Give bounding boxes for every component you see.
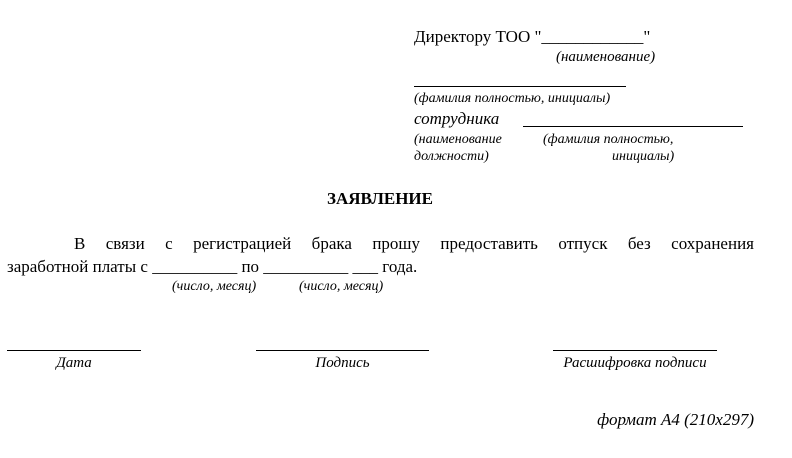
signature-line	[256, 350, 429, 351]
employee-blank	[523, 126, 743, 127]
format-note: формат А4 (210х297)	[597, 410, 754, 429]
signature-label: Подпись	[315, 355, 370, 371]
date-signature-line	[7, 350, 141, 351]
organization-hint: (наименование)	[556, 49, 656, 65]
document-title: ЗАЯВЛЕНИЕ	[326, 189, 433, 208]
position-hint-line2: должности)	[414, 149, 489, 164]
director-line: Директору ТОО "____________"	[414, 27, 651, 46]
employee-name-hint-line1: (фамилия полностью,	[543, 132, 674, 147]
to-date-hint: (число, месяц)	[299, 279, 384, 294]
date-label: Дата	[56, 355, 92, 371]
body-line-2: заработной платы с __________ по __________ ___ года.	[7, 257, 418, 276]
body-line-1: В связи с регистрацией брака прошу предоставить отпуск без сохранения	[74, 234, 754, 253]
decryption-signature-line	[553, 350, 717, 351]
director-name-hint: (фамилия полностью, инициалы)	[414, 91, 611, 106]
director-name-blank	[414, 86, 626, 87]
employee-name-hint-line2: инициалы)	[612, 149, 675, 164]
employee-label: сотрудника	[414, 109, 500, 128]
position-hint-line1: (наименование	[414, 132, 502, 147]
from-date-hint: (число, месяц)	[172, 279, 257, 294]
decryption-label: Расшифровка подписи	[563, 355, 707, 371]
